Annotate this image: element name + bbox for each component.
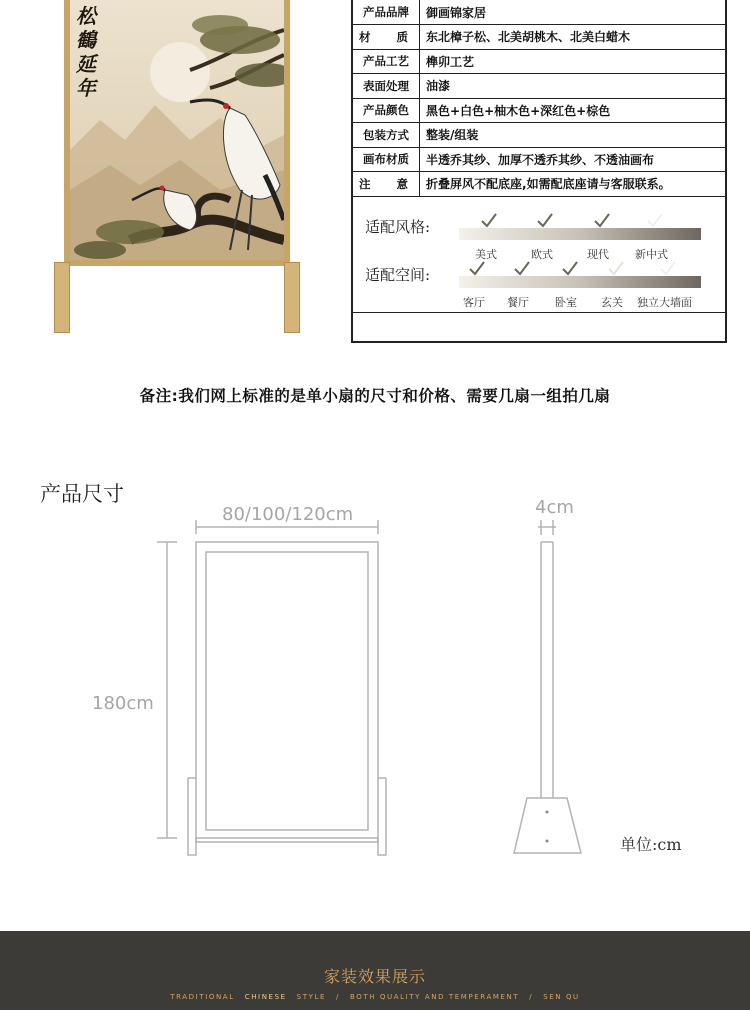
space-option: 卧室 xyxy=(555,296,577,309)
spec-row-color xyxy=(353,98,725,123)
spec-key: 注 意 xyxy=(353,172,420,197)
footer-subtitle-word: / xyxy=(529,993,534,1001)
check-icon xyxy=(560,259,580,279)
check-icon xyxy=(592,211,612,231)
check-icon xyxy=(645,211,665,231)
spec-divider xyxy=(353,312,725,313)
check-icon xyxy=(479,211,499,231)
check-icon xyxy=(658,259,678,279)
style-option: 现代 xyxy=(587,248,609,261)
spec-row-canvas xyxy=(353,147,725,172)
spec-value: 榫卯工艺 xyxy=(420,49,725,74)
product-image xyxy=(52,0,302,333)
frame-right-foot xyxy=(284,262,300,333)
frame-bottom-rail xyxy=(70,260,284,266)
spec-value: 折叠屏风不配底座,如需配底座请与客服联系。 xyxy=(420,172,725,197)
spec-row-brand xyxy=(353,0,725,25)
spec-row-notice xyxy=(353,172,725,197)
section-footer-banner xyxy=(0,931,750,1010)
space-option: 玄关 xyxy=(601,296,623,309)
spec-key: 产品品牌 xyxy=(353,0,420,25)
footer-subtitle-word: STYLE xyxy=(296,993,326,1001)
spec-value: 半透乔其纱、加厚不透乔其纱、不透油画布 xyxy=(420,147,725,172)
spec-key: 表面处理 xyxy=(353,74,420,99)
unit-label: 单位:cm xyxy=(620,835,682,854)
spec-key: 产品工艺 xyxy=(353,49,420,74)
spec-key: 产品颜色 xyxy=(353,98,420,123)
dimensions-title: 产品尺寸 xyxy=(40,482,124,506)
spec-table xyxy=(351,0,727,343)
space-scale-label: 适配空间: xyxy=(365,266,431,284)
space-scale xyxy=(355,264,723,316)
calligraphy-text: 松鶴延年 xyxy=(76,4,96,100)
style-option: 美式 xyxy=(475,248,497,261)
depth-label: 4cm xyxy=(535,497,574,518)
spec-value: 御画锦家居 xyxy=(420,0,725,25)
spec-key: 材 质 xyxy=(353,25,420,50)
check-icon xyxy=(467,259,487,279)
spec-key: 包装方式 xyxy=(353,123,420,148)
footer-subtitle-word: CHINESE xyxy=(244,993,287,1001)
style-scale-label: 适配风格: xyxy=(365,218,431,236)
size-note: 备注:我们网上标准的是单小扇的尺寸和价格、需要几扇一组拍几扇 xyxy=(139,387,611,405)
footer-subtitle-word: BOTH QUALITY AND TEMPERAMENT xyxy=(349,993,520,1001)
spec-key: 画布材质 xyxy=(353,147,420,172)
space-option: 独立大墙面 xyxy=(637,296,692,309)
footer-subtitle xyxy=(0,993,750,1001)
check-icon xyxy=(535,211,555,231)
spec-row-finish xyxy=(353,74,725,99)
footer-subtitle-word: / xyxy=(335,993,340,1001)
space-option: 客厅 xyxy=(463,296,485,309)
spec-row-packaging xyxy=(353,123,725,148)
spec-value: 整装/组装 xyxy=(420,123,725,148)
footer-title: 家装效果展示 xyxy=(323,967,426,986)
space-option: 餐厅 xyxy=(507,296,529,309)
height-label: 180cm xyxy=(92,693,154,714)
width-label: 80/100/120cm xyxy=(222,504,354,525)
footer-subtitle-word: TRADITIONAL xyxy=(170,993,235,1001)
footer-subtitle-word: SEN QU xyxy=(543,993,580,1001)
check-icon xyxy=(512,259,532,279)
dimension-drawing xyxy=(0,495,750,865)
spec-row-craft xyxy=(353,49,725,74)
spec-row-material xyxy=(353,25,725,50)
spec-value: 油漆 xyxy=(420,74,725,99)
frame-left-foot xyxy=(54,262,70,333)
spec-value: 东北樟子松、北美胡桃木、北美白蜡木 xyxy=(420,25,725,50)
style-option: 新中式 xyxy=(635,248,668,261)
check-icon xyxy=(606,259,626,279)
spec-value: 黑色+白色+柚木色+深红色+棕色 xyxy=(420,98,725,123)
style-option: 欧式 xyxy=(531,248,553,261)
